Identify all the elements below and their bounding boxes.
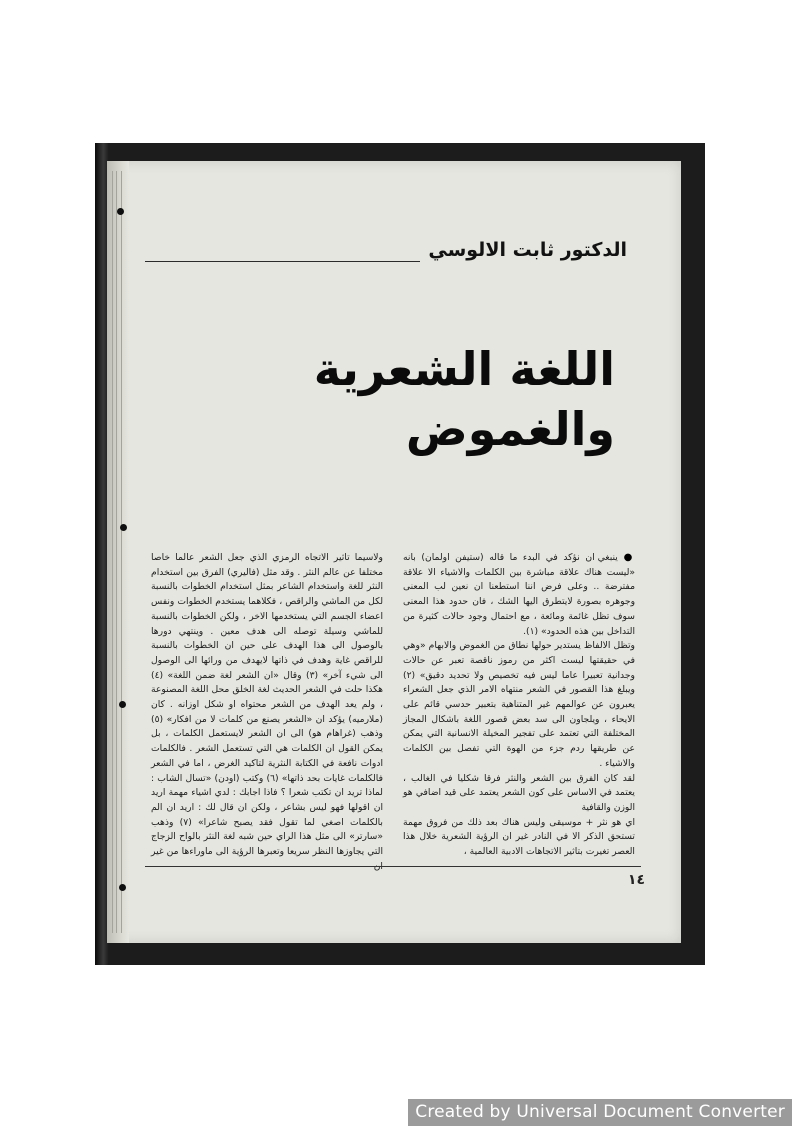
punch-hole [117,208,124,215]
paragraph: وتظل الالفاظ يستدير حولها نطاق من الغموض والابهام «وهي في حقيقتها ليست اكثر من رموز ناقصة تعبر عن حالات وجدانية تعبيرا عاما ليس فيه تخصيص ولا تحديد دقيق» (٢) ويبلغ هذا القصور في الشعر منتهاه الامر الذي جعل الشعراء يعبرون عن عوالمهم غير المتناهية بتعبير حدسي قائم على الايحاء ، ويلجاون الى سد بعض قصور اللغة باشكال المجاز المختلفة التي تعتمد على تفجير المخيلة الانسانية التي يمكن عن طريقها ردم جزء من الهوة التي تفصل بين الكلمات والاشياء . [403,640,635,769]
author-name: الدكتور ثابت الالوسي [428,239,627,261]
punch-hole [120,524,127,531]
author-rule [145,261,420,262]
text-column-right [403,551,635,858]
paragraph: ● ينبغي ان نؤكد في البدء ما قاله (ستيفن اولمان) بانه «ليست هناك علاقة مباشرة بين الكلمات والاشياء الا علاقة مفترضة .. وعلى فرض اننا استطعنا ان نعين لب المعنى وجوهره بصورة لايتطرق اليها الشك ، فان حدود هذا المعنى سوف تظل غائمة ومائعة ، مع احتمال وجود حالات كثيرة من التداخل بين هذه الحدود» (١). [403,552,635,637]
article-title: اللغة الشعرية والغموض [313,342,615,456]
watermark-label: Created by Universal Document Converter [408,1099,792,1126]
scanned-page-photo [95,143,705,965]
page-binding-edge [107,161,129,943]
footer-rule [145,866,641,867]
paragraph: لقد كان الفرق بين الشعر والنثر فرقا شكليا في الغالب ، يعتمد في الاساس على كون الشعر يعتمد على قيد اضافي هو الوزن والقافية [403,772,635,813]
punch-hole [119,884,126,891]
magazine-page [107,161,681,943]
page-number: ١٤ [627,872,645,888]
bullet-icon: ● [617,552,635,563]
punch-hole [119,701,126,708]
paragraph: ولاسيما تاثير الاتجاه الرمزي الذي جعل الشعر عالما خاصا مختلفا عن عالم النثر . وقد مثل (فاليري) الفرق بين استخدام النثر للغة واستخدام الشاعر بمثل استخدام الخطوات بالنسبة لكل من الماشي والراقص ، فكلاهما يستخدم الخطوات ونفس اعضاء الجسم التي يستخدمها الاخر ، ولكن الخطوات بالنسبة للماشي وسيلة توصله الى هدف معين . وينتهي دورها بالوصول الى هذا الهدف على حين ان الخطوات بالنسبة للراقص غاية وهدف في ذاتها لايهدف من ورائها الى الوصول الى شيء آخر» (٣) وقال «ان الشعر لغة ضمن اللغة» (٤) هكذا حلت في الشعر الحديث لغة الخلق محل اللغة المصنوعة ، ولم يعد الهدف من الشعر محتواه او شكل اوزانه . كان (ملارميه) يؤكد ان «الشعر يصنع من كلمات لا من افكار» (٥) وذهب (غراهام هو) الى ان الشعر لايستعمل الكلمات ، بل يمكن القول ان الكلمات هي التي تستعمل الشعر . فالكلمات ادوات نافعة في الكتابة النثرية لتاكيد الغرض ، اما في الشعر فالكلمات غايات بحد ذاتها» (٦) وكتب (اودن) «تسال الشاب : لماذا تريد ان تكتب شعرا ؟ فاذا اجابك : لدي اشياء مهمة اريد ان اقولها فهو ليس بشاعر ، ولكن ان قال لك : اريد ان الم بالكلمات اصغي لما تقول فقد يصبح شاعرا» (٧) وذهب «سارتر» الى مثل هذا الراي حين شبه لغة النثر بالواح الزجاج التي يجاوزها النظر سريعا وتعبرها الرؤية الى ماوراءها من غير ان [151,552,383,872]
text-column-left [151,551,383,872]
paragraph: اي هو نثر + موسيقى وليس هناك بعد ذلك من فروق مهمة تستحق الذكر الا في النادر غير ان الرؤية الشعرية خلال هذا العصر تغيرت بتاثير الاتجاهات الادبية العالمية ، [403,816,635,858]
